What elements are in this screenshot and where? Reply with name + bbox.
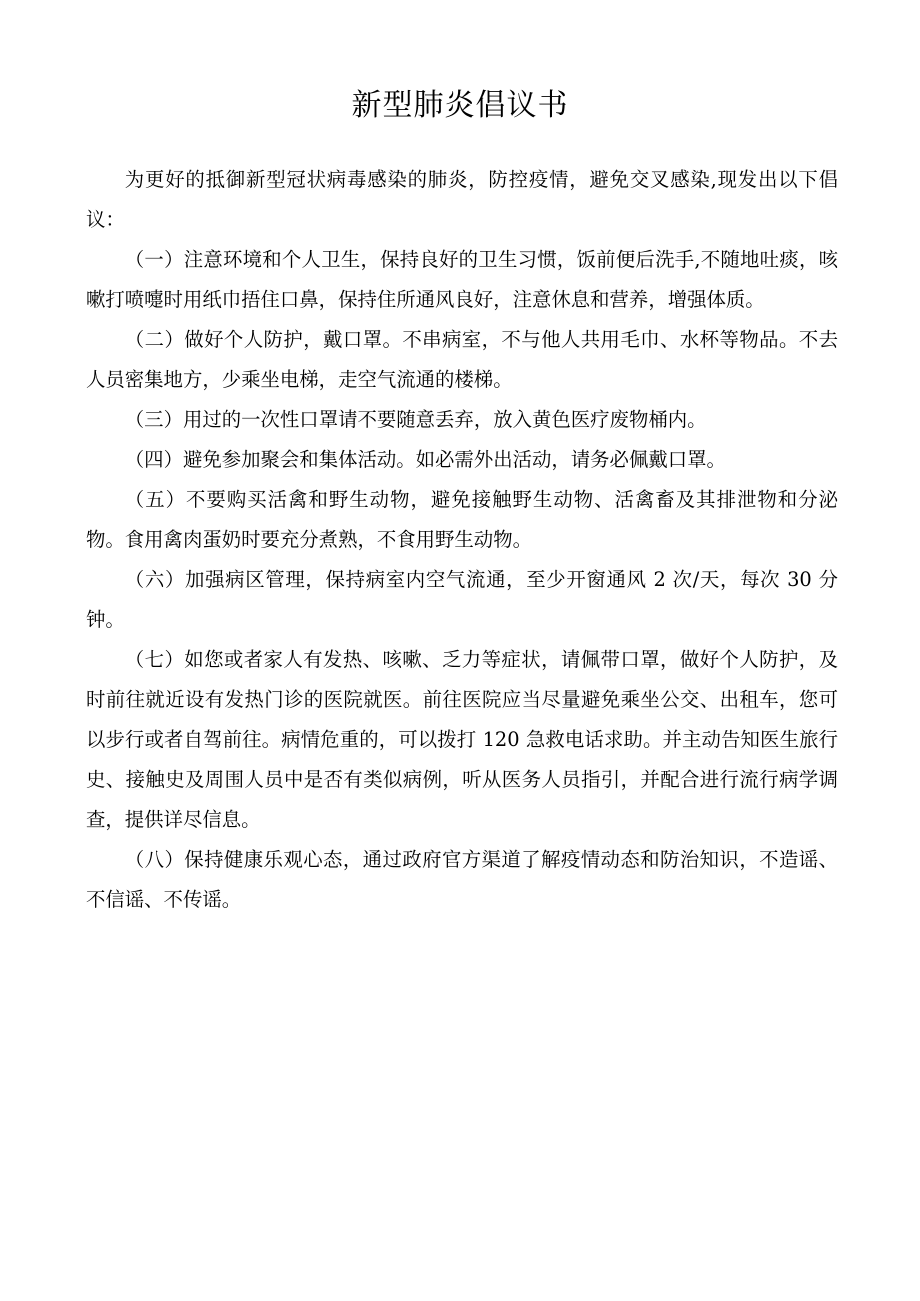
item-paragraph-6: （六）加强病区管理，保持病室内空气流通，至少开窗通风 2 次/天，每次 30 分钟。: [86, 568, 838, 631]
item-paragraph-7: （七）如您或者家人有发热、咳嗽、乏力等症状，请佩带口罩，做好个人防护，及时前往就近设有发热门诊的医院就医。前往医院应当尽量避免乘坐公交、出租车，您可以步行或者自驾前往。病情危重的，可以拨打 120 急救电话求助。并主动告知医生旅行史、接触史及周围人员中是否有类似病例，听从医务人员指引，并配合进行流行病学调查，提供详尽信息。: [86, 648, 838, 831]
document-body: [86, 160, 838, 920]
document-title: 新型肺炎倡议书: [351, 88, 569, 123]
item-paragraph-5: （五）不要购买活禽和野生动物，避免接触野生动物、活禽畜及其排泄物和分泌物。食用禽肉蛋奶时要充分煮熟，不食用野生动物。: [86, 488, 838, 551]
item-paragraph-3: （三）用过的一次性口罩请不要随意丢弃，放入黄色医疗废物桶内。: [124, 408, 707, 431]
item-paragraph-1: （一）注意环境和个人卫生，保持良好的卫生习惯，饭前便后洗手,不随地吐痰，咳嗽打喷嚏时用纸巾捂住口鼻，保持住所通风良好，注意休息和营养，增强体质。: [86, 248, 838, 311]
intro-paragraph: 为更好的抵御新型冠状病毒感染的肺炎，防控疫情，避免交叉感染,现发出以下倡议：: [86, 168, 838, 231]
item-paragraph-8: （八）保持健康乐观心态，通过政府官方渠道了解疫情动态和防治知识，不造谣、不信谣、不传谣。: [86, 848, 838, 911]
item-paragraph-4: （四）避免参加聚会和集体活动。如必需外出活动，请务必佩戴口罩。: [124, 448, 726, 471]
item-paragraph-2: （二）做好个人防护，戴口罩。不串病室，不与他人共用毛巾、水杯等物品。不去人员密集地方，少乘坐电梯，走空气流通的楼梯。: [86, 328, 838, 391]
